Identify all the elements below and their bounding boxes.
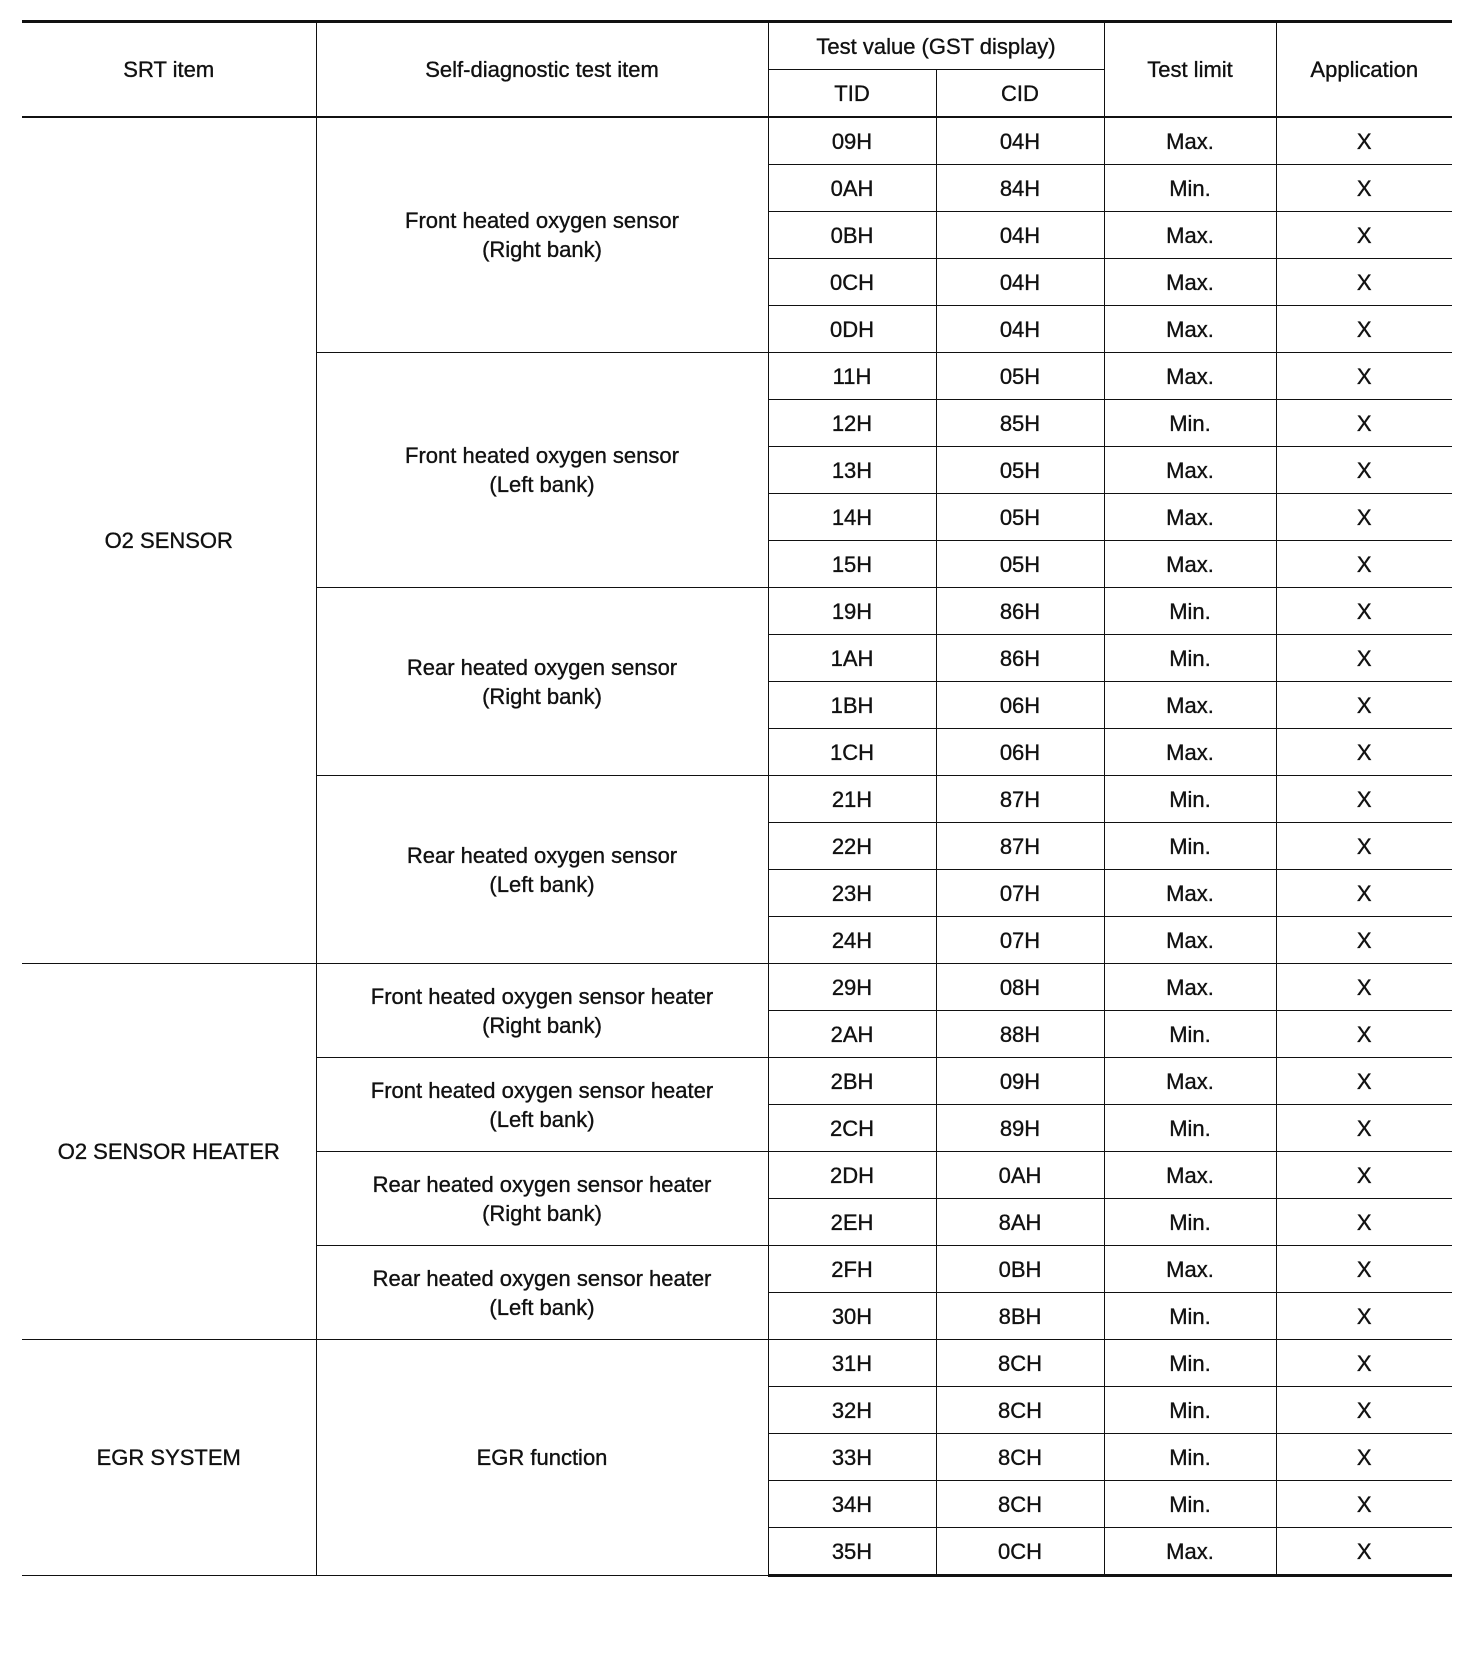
cid-cell: 0CH	[936, 1528, 1104, 1576]
self-diagnostic-item-line: Front heated oxygen sensor	[405, 208, 679, 233]
test-limit-cell: Min.	[1104, 823, 1276, 870]
header-self-diagnostic-test-item: Self-diagnostic test item	[316, 22, 768, 118]
cid-cell: 05H	[936, 353, 1104, 400]
cid-cell: 05H	[936, 541, 1104, 588]
self-diagnostic-item-line: Rear heated oxygen sensor	[406, 842, 678, 868]
tid-cell: 13H	[768, 447, 936, 494]
table-header	[22, 22, 1452, 118]
self-diagnostic-item-line: EGR function	[476, 1445, 608, 1470]
header-test-value: Test value (GST display)	[768, 22, 1104, 70]
application-cell: X	[1276, 1058, 1452, 1105]
test-limit-cell: Min.	[1104, 1105, 1276, 1152]
application-cell: X	[1276, 400, 1452, 447]
application-cell: X	[1276, 823, 1452, 870]
tid-cell: 0DH	[768, 306, 936, 353]
test-limit-cell: Min.	[1104, 588, 1276, 635]
cid-cell: 89H	[936, 1105, 1104, 1152]
test-limit-cell: Min.	[1104, 1293, 1276, 1340]
cid-cell: 05H	[936, 447, 1104, 494]
cid-cell: 8CH	[936, 1387, 1104, 1434]
tid-cell: 0AH	[768, 165, 936, 212]
application-cell: X	[1276, 117, 1452, 165]
test-limit-cell: Max.	[1104, 1528, 1276, 1576]
test-limit-cell: Max.	[1104, 964, 1276, 1011]
self-diagnostic-item-cell	[316, 1246, 768, 1340]
self-diagnostic-item-line: Rear heated oxygen sensor	[406, 654, 678, 680]
test-limit-cell: Max.	[1104, 1152, 1276, 1199]
self-diagnostic-item-cell	[316, 776, 768, 964]
cid-cell: 8CH	[936, 1434, 1104, 1481]
srt-item-cell: EGR SYSTEM	[22, 1340, 316, 1576]
tid-cell: 30H	[768, 1293, 936, 1340]
cid-cell: 04H	[936, 117, 1104, 165]
self-diagnostic-item-line: (Left bank)	[489, 1294, 595, 1320]
tid-cell: 12H	[768, 400, 936, 447]
cid-cell: 0BH	[936, 1246, 1104, 1293]
tid-cell: 22H	[768, 823, 936, 870]
header-application: Application	[1276, 22, 1452, 118]
application-cell: X	[1276, 729, 1452, 776]
tid-cell: 2EH	[768, 1199, 936, 1246]
tid-cell: 1AH	[768, 635, 936, 682]
cid-cell: 05H	[936, 494, 1104, 541]
table-row	[22, 1340, 1452, 1387]
test-limit-cell: Max.	[1104, 870, 1276, 917]
tid-cell: 19H	[768, 588, 936, 635]
application-cell: X	[1276, 917, 1452, 964]
cid-cell: 8BH	[936, 1293, 1104, 1340]
test-limit-cell: Max.	[1104, 353, 1276, 400]
self-diagnostic-item-line: Front heated oxygen sensor heater	[370, 1077, 714, 1103]
self-diagnostic-item-line: (Right bank)	[482, 1012, 602, 1038]
self-diagnostic-item-line: Rear heated oxygen sensor heater	[372, 1171, 712, 1197]
cid-cell: 07H	[936, 870, 1104, 917]
tid-cell: 32H	[768, 1387, 936, 1434]
application-cell: X	[1276, 494, 1452, 541]
cid-cell: 8AH	[936, 1199, 1104, 1246]
cid-cell: 04H	[936, 212, 1104, 259]
application-cell: X	[1276, 1152, 1452, 1199]
application-cell: X	[1276, 306, 1452, 353]
self-diagnostic-item-cell	[316, 964, 768, 1058]
cid-cell: 09H	[936, 1058, 1104, 1105]
test-limit-cell: Min.	[1104, 1199, 1276, 1246]
test-limit-cell: Min.	[1104, 1340, 1276, 1387]
cid-cell: 85H	[936, 400, 1104, 447]
cid-cell: 84H	[936, 165, 1104, 212]
application-cell: X	[1276, 1246, 1452, 1293]
tid-cell: 15H	[768, 541, 936, 588]
test-limit-cell: Max.	[1104, 917, 1276, 964]
self-diagnostic-item-line: (Right bank)	[482, 683, 602, 709]
cid-cell: 87H	[936, 823, 1104, 870]
tid-cell: 1BH	[768, 682, 936, 729]
test-limit-cell: Min.	[1104, 1011, 1276, 1058]
application-cell: X	[1276, 541, 1452, 588]
test-limit-cell: Max.	[1104, 729, 1276, 776]
self-diagnostic-item-line: Front heated oxygen sensor heater	[370, 983, 714, 1009]
tid-cell: 35H	[768, 1528, 936, 1576]
cid-cell: 86H	[936, 588, 1104, 635]
test-limit-cell: Min.	[1104, 635, 1276, 682]
cid-cell: 0AH	[936, 1152, 1104, 1199]
tid-cell: 34H	[768, 1481, 936, 1528]
test-limit-cell: Min.	[1104, 776, 1276, 823]
self-diagnostic-item-cell	[316, 588, 768, 776]
self-diagnostic-item-cell	[316, 1152, 768, 1246]
table-row	[22, 964, 1452, 1011]
tid-cell: 0CH	[768, 259, 936, 306]
header-tid: TID	[768, 70, 936, 118]
srt-item-cell: O2 SENSOR	[22, 117, 316, 964]
srt-item-cell: O2 SENSOR HEATER	[22, 964, 316, 1340]
test-limit-cell: Max.	[1104, 1058, 1276, 1105]
table-body	[22, 117, 1452, 1576]
tid-cell: 2FH	[768, 1246, 936, 1293]
application-cell: X	[1276, 447, 1452, 494]
header-test-limit: Test limit	[1104, 22, 1276, 118]
self-diagnostic-item-line: Front heated oxygen sensor	[405, 443, 679, 468]
application-cell: X	[1276, 1105, 1452, 1152]
self-diagnostic-item-cell	[316, 117, 768, 353]
srt-test-table	[22, 20, 1452, 1577]
test-limit-cell: Max.	[1104, 682, 1276, 729]
cid-cell: 8CH	[936, 1340, 1104, 1387]
application-cell: X	[1276, 353, 1452, 400]
self-diagnostic-item-line: (Left bank)	[489, 1106, 595, 1132]
cid-cell: 87H	[936, 776, 1104, 823]
test-limit-cell: Min.	[1104, 165, 1276, 212]
tid-cell: 09H	[768, 117, 936, 165]
application-cell: X	[1276, 1481, 1452, 1528]
tid-cell: 0BH	[768, 212, 936, 259]
cid-cell: 06H	[936, 729, 1104, 776]
application-cell: X	[1276, 1434, 1452, 1481]
application-cell: X	[1276, 635, 1452, 682]
tid-cell: 2CH	[768, 1105, 936, 1152]
cid-cell: 86H	[936, 635, 1104, 682]
cid-cell: 08H	[936, 964, 1104, 1011]
self-diagnostic-item-cell	[316, 353, 768, 588]
test-limit-cell: Max.	[1104, 1246, 1276, 1293]
cid-cell: 04H	[936, 306, 1104, 353]
cid-cell: 8CH	[936, 1481, 1104, 1528]
application-cell: X	[1276, 1387, 1452, 1434]
application-cell: X	[1276, 259, 1452, 306]
test-limit-cell: Max.	[1104, 447, 1276, 494]
application-cell: X	[1276, 964, 1452, 1011]
self-diagnostic-item-cell	[316, 1058, 768, 1152]
test-limit-cell: Max.	[1104, 117, 1276, 165]
application-cell: X	[1276, 682, 1452, 729]
tid-cell: 14H	[768, 494, 936, 541]
application-cell: X	[1276, 588, 1452, 635]
tid-cell: 2DH	[768, 1152, 936, 1199]
table-row	[22, 117, 1452, 165]
self-diagnostic-item-line: (Left bank)	[489, 871, 595, 897]
self-diagnostic-item-line: Rear heated oxygen sensor heater	[372, 1265, 712, 1291]
application-cell: X	[1276, 1011, 1452, 1058]
cid-cell: 88H	[936, 1011, 1104, 1058]
cid-cell: 07H	[936, 917, 1104, 964]
tid-cell: 23H	[768, 870, 936, 917]
test-limit-cell: Min.	[1104, 1434, 1276, 1481]
tid-cell: 2BH	[768, 1058, 936, 1105]
test-limit-cell: Max.	[1104, 212, 1276, 259]
application-cell: X	[1276, 1293, 1452, 1340]
tid-cell: 11H	[768, 353, 936, 400]
application-cell: X	[1276, 212, 1452, 259]
application-cell: X	[1276, 1340, 1452, 1387]
test-limit-cell: Max.	[1104, 541, 1276, 588]
test-limit-cell: Max.	[1104, 494, 1276, 541]
self-diagnostic-item-line: (Right bank)	[482, 237, 602, 262]
test-limit-cell: Max.	[1104, 259, 1276, 306]
self-diagnostic-item-cell	[316, 1340, 768, 1576]
self-diagnostic-item-line: (Left bank)	[489, 472, 595, 497]
tid-cell: 31H	[768, 1340, 936, 1387]
tid-cell: 1CH	[768, 729, 936, 776]
tid-cell: 29H	[768, 964, 936, 1011]
self-diagnostic-item-line: (Right bank)	[482, 1200, 602, 1226]
test-limit-cell: Min.	[1104, 1481, 1276, 1528]
test-limit-cell: Max.	[1104, 306, 1276, 353]
application-cell: X	[1276, 776, 1452, 823]
application-cell: X	[1276, 165, 1452, 212]
application-cell: X	[1276, 1528, 1452, 1576]
tid-cell: 2AH	[768, 1011, 936, 1058]
tid-cell: 21H	[768, 776, 936, 823]
test-limit-cell: Min.	[1104, 400, 1276, 447]
cid-cell: 04H	[936, 259, 1104, 306]
tid-cell: 33H	[768, 1434, 936, 1481]
cid-cell: 06H	[936, 682, 1104, 729]
header-srt-item: SRT item	[22, 22, 316, 118]
header-cid: CID	[936, 70, 1104, 118]
application-cell: X	[1276, 1199, 1452, 1246]
test-limit-cell: Min.	[1104, 1387, 1276, 1434]
application-cell: X	[1276, 870, 1452, 917]
tid-cell: 24H	[768, 917, 936, 964]
